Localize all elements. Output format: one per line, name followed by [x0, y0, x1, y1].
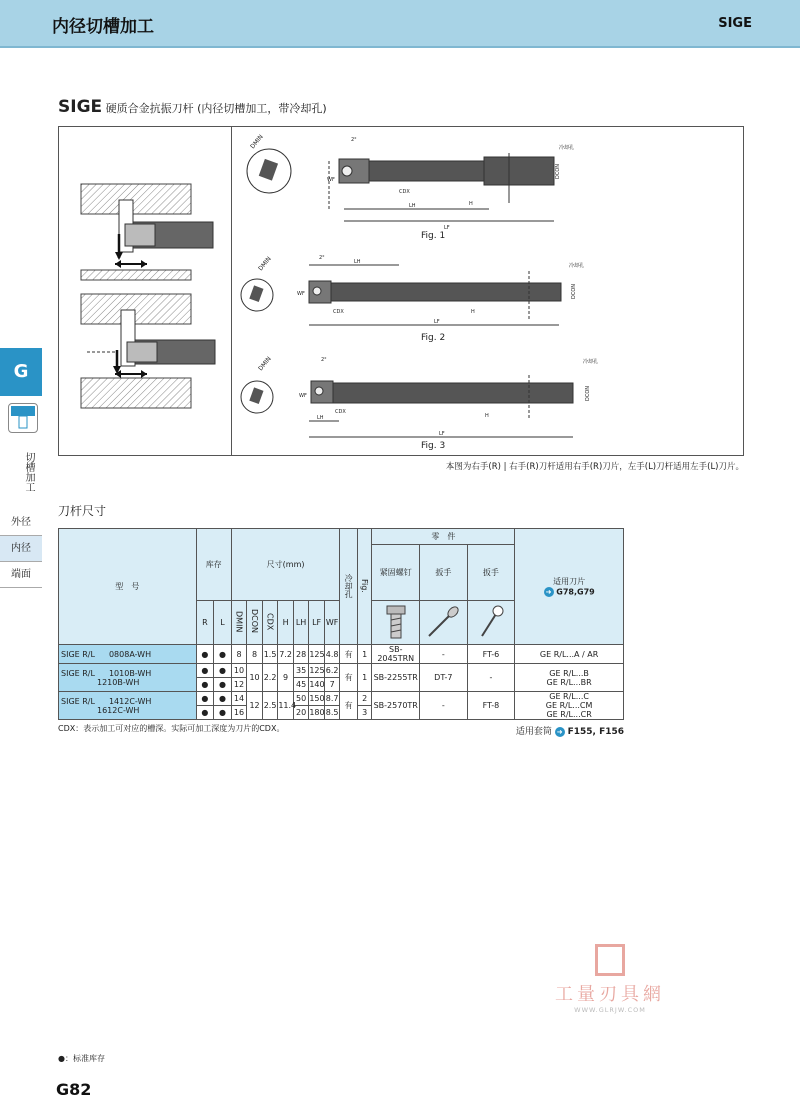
cell-wf: 8.7 [324, 692, 340, 706]
header-bar [0, 0, 800, 48]
cell-coolant: 有 [340, 692, 358, 720]
cell-wf: 6.2 [324, 664, 340, 678]
fig1-dcon-label: DCON [555, 163, 561, 179]
wrench-icon [420, 601, 468, 645]
cell-dcon: 12 [247, 692, 263, 720]
stock-r: ● [196, 678, 214, 692]
watermark-url: WWW.GLRJW.COM [574, 1006, 646, 1014]
table-title: 刀杆尺寸 [58, 504, 107, 518]
cell-lf: 180 [309, 706, 325, 720]
arrow-right-icon: ➜ [544, 587, 554, 597]
legend-note: ●：标准库存 [58, 1054, 105, 1063]
fig1-wf-label: WF [327, 177, 335, 183]
fig1-drawing [239, 131, 739, 231]
th-insert [515, 529, 624, 645]
fig3-coolant-label: 冷却孔 [583, 359, 599, 365]
cell-lf: 150 [309, 692, 325, 706]
stock-r: ● [196, 664, 214, 678]
cell-lf: 125 [309, 645, 325, 664]
cell-wrench1: - [420, 645, 468, 664]
cell-coolant: 有 [340, 664, 358, 692]
cell-insert: GE R/L...A / AR [515, 645, 624, 664]
cell-lh: 20 [293, 706, 309, 720]
th-coolant: 冷却孔 [340, 529, 358, 645]
side-menu-outer[interactable]: 外径 [0, 510, 42, 536]
fig2-wf-label: WF [297, 291, 305, 297]
th-wrench2: 扳手 [467, 545, 515, 601]
fig1-angle-label: 2° [351, 137, 357, 143]
th-stock: 库存 [196, 529, 231, 601]
screw-icon [372, 601, 420, 645]
watermark-title: 工量刃具網 [555, 984, 665, 1005]
th-dcon: DCON [247, 601, 263, 645]
fig2-drawing [239, 251, 739, 331]
th-dmin: DMIN [231, 601, 247, 645]
cell-screw: SB-2570TR [372, 692, 420, 720]
cell-dmin: 14 [231, 692, 247, 706]
cell-dmin: 8 [231, 645, 247, 664]
cell-wrench2: FT-8 [467, 692, 515, 720]
cell-lh: 28 [293, 645, 309, 664]
fig1-lf-label: LF [444, 225, 450, 231]
fig1-coolant-label: 冷却孔 [559, 145, 575, 151]
arrow-right-icon: ➜ [555, 727, 565, 737]
th-lh: LH [293, 601, 309, 645]
figure-note: 本图为右手(R) | 右手(R)刀杆适用右手(R)刀片，左手(L)刀杆适用左手(L)刀片。 [445, 462, 744, 472]
cell-cdx: 2.2 [262, 664, 278, 692]
cell-lh: 35 [293, 664, 309, 678]
th-cdx: CDX [262, 601, 278, 645]
side-menu [0, 510, 42, 588]
model-cell[interactable]: SIGE R/L 0808A-WH [59, 645, 197, 664]
table-row [59, 645, 624, 664]
figure-box [58, 126, 744, 456]
fig2-angle-label: 2° [319, 255, 325, 261]
fig2-dcon-label: DCON [571, 283, 577, 299]
side-menu-face[interactable]: 端面 [0, 562, 42, 588]
stock-r: ● [196, 645, 214, 664]
stock-r: ● [196, 706, 214, 720]
grooving-icon [8, 403, 38, 433]
cell-dcon: 8 [247, 645, 263, 664]
cell-dcon: 10 [247, 664, 263, 692]
model-cell[interactable]: SIGE R/L 1412C-WH 1612C-WH [59, 692, 197, 720]
model-cell[interactable]: SIGE R/L 1010B-WH 1210B-WH [59, 664, 197, 692]
key-icon [467, 601, 515, 645]
cell-lf: 140 [309, 678, 325, 692]
th-fig: Fig. [357, 529, 371, 645]
fig1-caption: Fig. 1 [421, 231, 446, 241]
fig2-caption: Fig. 2 [421, 333, 446, 343]
th-wrench1: 扳手 [420, 545, 468, 601]
working-diagram [77, 182, 217, 412]
fig3-wf-label: WF [299, 393, 307, 399]
cell-fig: 3 [357, 706, 371, 720]
watermark [540, 944, 680, 1014]
table-row [59, 664, 624, 678]
fig2-dmin-label: DMIN [257, 255, 273, 273]
fig2-h-label: H [471, 309, 475, 315]
header-code: SIGE [718, 16, 752, 31]
cell-h: 7.2 [278, 645, 294, 664]
figure-divider [231, 127, 232, 455]
fig3-dcon-label: DCON [585, 385, 591, 401]
fig2-cdx-label: CDX [333, 309, 344, 315]
sleeve-note[interactable]: 适用套筒 ➜ F155, F156 [515, 727, 624, 737]
th-r: R [196, 601, 214, 645]
fig3-angle-label: 2° [321, 357, 327, 363]
cell-insert: GE R/L...C GE R/L...CM GE R/L...CR [515, 692, 624, 720]
cell-wf: 4.8 [324, 645, 340, 664]
th-insert-label: 适用刀片 [553, 577, 586, 586]
cell-cdx: 1.5 [262, 645, 278, 664]
cell-dmin: 16 [231, 706, 247, 720]
cell-wf: 7 [324, 678, 340, 692]
watermark-logo-icon [595, 944, 625, 976]
cell-insert: GE R/L...B GE R/L...BR [515, 664, 624, 692]
fig3-caption: Fig. 3 [421, 441, 446, 451]
th-dims: 尺寸(mm) [231, 529, 340, 601]
th-model: 型 号 [59, 529, 197, 645]
th-l: L [214, 601, 232, 645]
cell-fig: 1 [357, 645, 371, 664]
cell-screw: SB-2045TRN [372, 645, 420, 664]
fig3-lf-label: LF [439, 431, 445, 437]
fig1-dmin-label: DMIN [249, 133, 265, 151]
cell-wf: 8.5 [324, 706, 340, 720]
cell-wrench2: - [467, 664, 515, 692]
cell-fig: 2 [357, 692, 371, 706]
cell-lh: 45 [293, 678, 309, 692]
cell-fig: 1 [357, 664, 371, 692]
fig3-dmin-label: DMIN [257, 355, 273, 373]
th-wf: WF [324, 601, 340, 645]
stock-l: ● [214, 678, 232, 692]
th-screw: 紧固螺钉 [372, 545, 420, 601]
cell-wrench1: DT-7 [420, 664, 468, 692]
fig3-cdx-label: CDX [335, 409, 346, 415]
table-row [59, 692, 624, 706]
section-subtitle: 硬质合金抗振刀杆 (内径切槽加工，带冷却孔) [105, 102, 327, 115]
fig3-h-label: H [485, 413, 489, 419]
fig3-lh-label: LH [317, 415, 324, 421]
spec-table [58, 528, 624, 720]
cell-wrench1: - [420, 692, 468, 720]
cell-dmin: 10 [231, 664, 247, 678]
th-lf: LF [309, 601, 325, 645]
cell-screw: SB-2255TR [372, 664, 420, 692]
fig1-h-label: H [469, 201, 473, 207]
side-vertical-label: 切槽加工 [23, 452, 34, 492]
th-h: H [278, 601, 294, 645]
stock-r: ● [196, 692, 214, 706]
cell-h: 11.4 [278, 692, 294, 720]
fig2-lf-label: LF [434, 319, 440, 325]
fig3-drawing [239, 353, 739, 443]
stock-l: ● [214, 692, 232, 706]
th-insert-ref[interactable]: ➜ G78,G79 [515, 587, 623, 597]
section-code: SIGE [58, 97, 103, 117]
fig2-lh-label: LH [354, 259, 361, 265]
page-number: G82 [56, 1080, 92, 1099]
th-parts: 零 件 [372, 529, 515, 545]
fig1-cdx-label: CDX [399, 189, 410, 195]
cell-lh: 50 [293, 692, 309, 706]
cell-cdx: 2.5 [262, 692, 278, 720]
fig2-coolant-label: 冷却孔 [569, 263, 585, 269]
table-note: CDX：表示加工可对应的槽深。实际可加工深度为刀片的CDX。 [58, 724, 285, 733]
cell-lf: 125 [309, 664, 325, 678]
stock-l: ● [214, 664, 232, 678]
stock-l: ● [214, 706, 232, 720]
side-menu-inner[interactable]: 内径 [0, 536, 42, 562]
page-title: 内径切槽加工 [52, 17, 154, 37]
fig1-lh-label: LH [409, 203, 416, 209]
section-title [58, 97, 327, 117]
cell-dmin: 12 [231, 678, 247, 692]
cell-wrench2: FT-6 [467, 645, 515, 664]
cell-coolant: 有 [340, 645, 358, 664]
stock-l: ● [214, 645, 232, 664]
cell-h: 9 [278, 664, 294, 692]
side-tab-g[interactable]: G [0, 348, 42, 396]
